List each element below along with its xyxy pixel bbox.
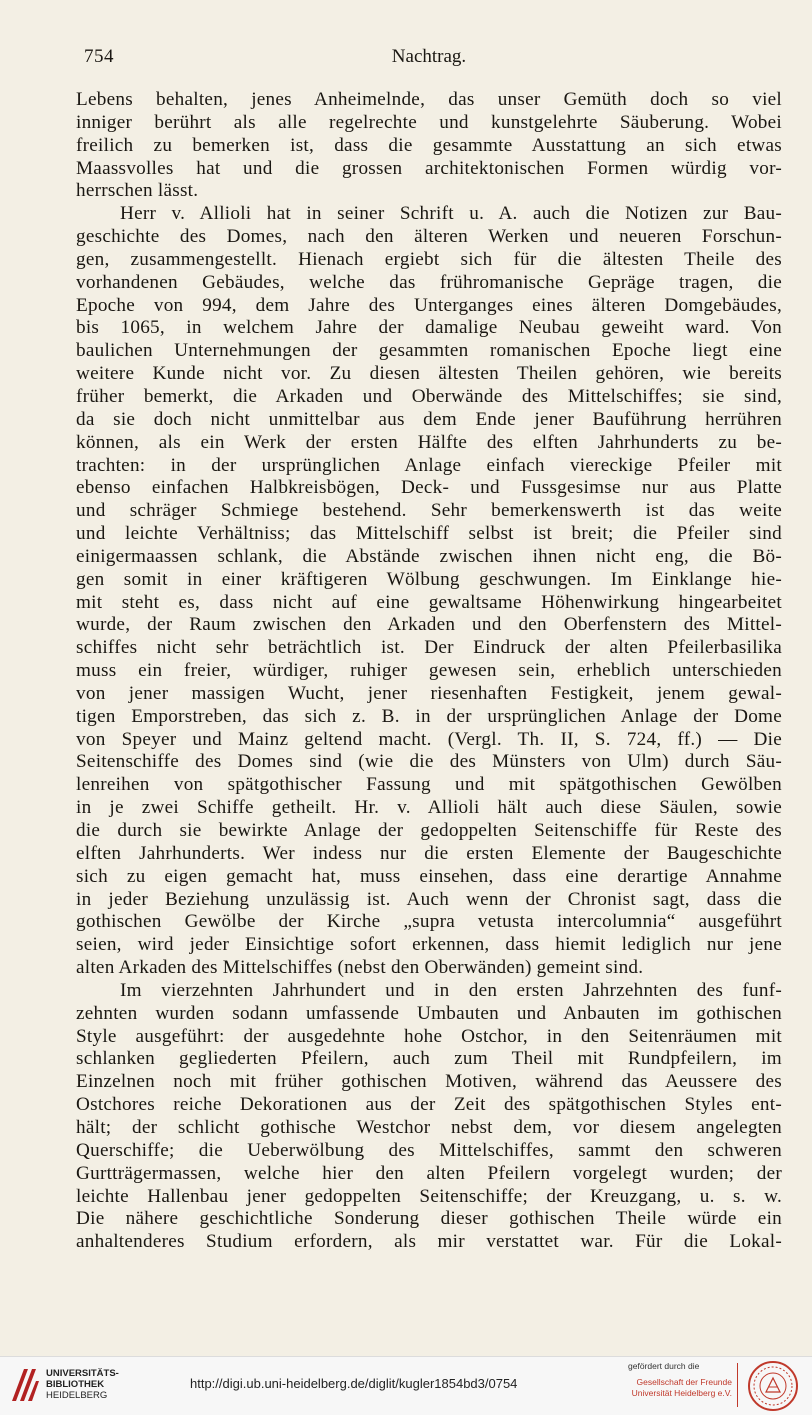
text-line: mit steht es, dass nicht auf eine gewaltsame Höhenwirkung hingearbeitet [76, 591, 782, 613]
text-line: in je zwei Schiffe getheilt. Hr. v. Allioli hält auch diese Säulen, sowie [76, 797, 782, 819]
library-name [46, 1368, 119, 1401]
sponsor-name [622, 1377, 732, 1399]
sponsor-name-line: Gesellschaft der Freunde [636, 1377, 732, 1387]
text-line: geschichte des Domes, nach den älteren Werken und neueren Forschun- [76, 226, 782, 248]
text-line: baulichen Unternehmungen der gesammten romanischen Epoche liegt eine [76, 340, 782, 362]
text-line: anhaltenderes Studium erfordern, als mir verstattet war. Für die Lokal- [76, 1231, 782, 1253]
text-line: seien, wird jeder Einsichtige sofort erkennen, dass hiemit lediglich nur jene [76, 934, 782, 956]
text-line: Seitenschiffe des Domes sind (wie die des Münsters von Ulm) durch Säu- [76, 751, 782, 773]
library-name-line: HEIDELBERG [46, 1390, 108, 1401]
text-line: Die nähere geschichtliche Sonderung dieser gothischen Theile würde ein [76, 1208, 782, 1230]
permalink-url[interactable]: http://digi.ub.uni-heidelberg.de/diglit/kugler1854bd3/0754 [190, 1376, 518, 1391]
university-library-logo-icon [8, 1365, 42, 1405]
text-line: elften Jahrhunderts. Wer indess nur die ersten Elemente der Baugeschichte [76, 842, 782, 864]
text-line: Gurtträgermassen, welche hier den alten Pfeilern vorgelegt wurden; der [76, 1162, 782, 1184]
text-line: leichte Hallenbau jener gedoppelten Seitenschiffe; der Kreuzgang, u. s. w. [76, 1185, 782, 1207]
text-line: und schräger Schmiege bestehend. Sehr bemerkenswerth ist das weite [76, 500, 782, 522]
text-line: tigen Emporstreben, das sich z. B. in der ursprünglichen Anlage der Dome [76, 705, 782, 727]
text-line: von Speyer und Mainz geltend macht. (Vergl. Th. II, S. 724, ff.) — Die [76, 728, 782, 750]
text-line: Einzelnen noch mit früher gothischen Motiven, während das Aeussere des [76, 1071, 782, 1093]
text-line: von jener massigen Wucht, jener riesenhaften Festigkeit, jenem gewal- [76, 682, 782, 704]
text-line: einigermaassen schlank, die Abstände zwischen ihnen nicht eng, die Bö- [76, 545, 782, 567]
university-seal-icon [746, 1360, 800, 1412]
body-text [76, 89, 782, 1254]
text-line: bis 1065, in welchem Jahre der damalige Neubau geweiht ward. Von [76, 317, 782, 339]
sponsor-label: gefördert durch die [628, 1361, 700, 1371]
sponsor-name-line: Universität Heidelberg e.V. [631, 1388, 732, 1398]
text-line: schiffes nicht sehr beträchtlich ist. Der Eindruck der alten Pfeilerbasilika [76, 637, 782, 659]
running-head: Nachtrag. [391, 46, 467, 67]
library-name-line: BIBLIOTHEK [46, 1379, 105, 1390]
page-number: 754 [84, 46, 114, 67]
text-line: freilich zu bemerken ist, dass die gesammte Ausstattung an sich etwas [76, 134, 782, 156]
footer-bar [0, 1356, 812, 1415]
text-line: gothischen Gewölbe der Kirche „supra vetusta intercolumnia“ ausgeführt [76, 911, 782, 933]
text-line: sich zu eigen gemacht hat, muss einsehen, dass eine derartige Annahme [76, 865, 782, 887]
text-line: da sie doch nicht unmittelbar aus dem Ende jener Bauführung herrühren [76, 408, 782, 430]
text-line: lenreihen von spätgothischer Fassung und mit spätgothischen Gewölben [76, 774, 782, 796]
text-line: herrschen lässt. [76, 180, 199, 202]
text-line: Herr v. Allioli hat in seiner Schrift u. A. auch die Notizen zur Bau- [120, 203, 782, 225]
library-name-line: UNIVERSITÄTS- [46, 1368, 119, 1379]
text-line: gen, zusammengestellt. Hienach ergiebt sich für die ältesten Theile des [76, 248, 782, 270]
text-line: Style ausgeführt: der ausgedehnte hohe Ostchor, in den Seitenräumen mit [76, 1025, 782, 1047]
text-line: wurde, der Raum zwischen den Arkaden und den Oberfenstern des Mittel- [76, 614, 782, 636]
text-line: alten Arkaden des Mittelschiffes (nebst den Oberwänden) gemeint sind. [76, 957, 644, 979]
text-line: in jeder Beziehung unzulässig ist. Auch wenn der Chronist sagt, dass die [76, 888, 782, 910]
text-line: Ostchores reiche Dekorationen aus der Zeit des spätgothischen Styles ent- [76, 1094, 782, 1116]
divider [737, 1363, 738, 1407]
text-line: inniger berührt als alle regelrechte und kunstgelehrte Säuberung. Wobei [76, 111, 782, 133]
text-line: zehnten wurden sodann umfassende Umbauten und Anbauten im gothischen [76, 1002, 782, 1024]
text-line: muss ein freier, würdiger, ruhiger gewesen sein, erheblich unterschieden [76, 660, 782, 682]
text-line: trachten: in der ursprünglichen Anlage einfach viereckige Pfeiler mit [76, 454, 782, 476]
text-line: Epoche von 994, dem Jahre des Unterganges eines älteren Domgebäudes, [76, 294, 782, 316]
text-line: schlanken gegliederten Pfeilern, auch zum Theil mit Rundpfeilern, im [76, 1048, 782, 1070]
text-line: Lebens behalten, jenes Anheimelnde, das unser Gemüth doch so viel [76, 89, 782, 110]
text-line: weitere Kunde nicht vor. Zu diesen ältesten Theilen gehören, wie bereits [76, 363, 782, 385]
text-line: Maassvolles hat und die grossen architektonischen Formen würdig vor- [76, 157, 782, 179]
text-line: können, als ein Werk der ersten Hälfte des elften Jahrhunderts zu be- [76, 431, 782, 453]
text-line: ebenso einfachen Halbkreisbögen, Deck- und Fussgesimse nur aus Platte [76, 477, 782, 499]
text-line: Im vierzehnten Jahrhundert und in den ersten Jahrzehnten des funf- [120, 979, 782, 1001]
text-line: und leichte Verhältniss; das Mittelschiff selbst ist breit; die Pfeiler sind [76, 523, 782, 545]
text-line: die durch sie bewirkte Anlage der gedoppelten Seitenschiffe für Reste des [76, 820, 782, 841]
text-line: gen somit in einer kräftigeren Wölbung geschwungen. Im Einklange hie- [76, 568, 782, 590]
page-header [84, 46, 774, 76]
text-line: Querschiffe; die Ueberwölbung des Mittelschiffes, sammt den schweren [76, 1139, 782, 1161]
text-line: hält; der schlicht gothische Westchor nebst dem, vor diesem angelegten [76, 1116, 782, 1138]
text-line: vorhandenen Gebäudes, welche das frühromanische Gepräge tragen, die [76, 271, 782, 293]
text-line: früher bemerkt, die Arkaden und Oberwände des Mittelschiffes; sie sind, [76, 385, 782, 407]
